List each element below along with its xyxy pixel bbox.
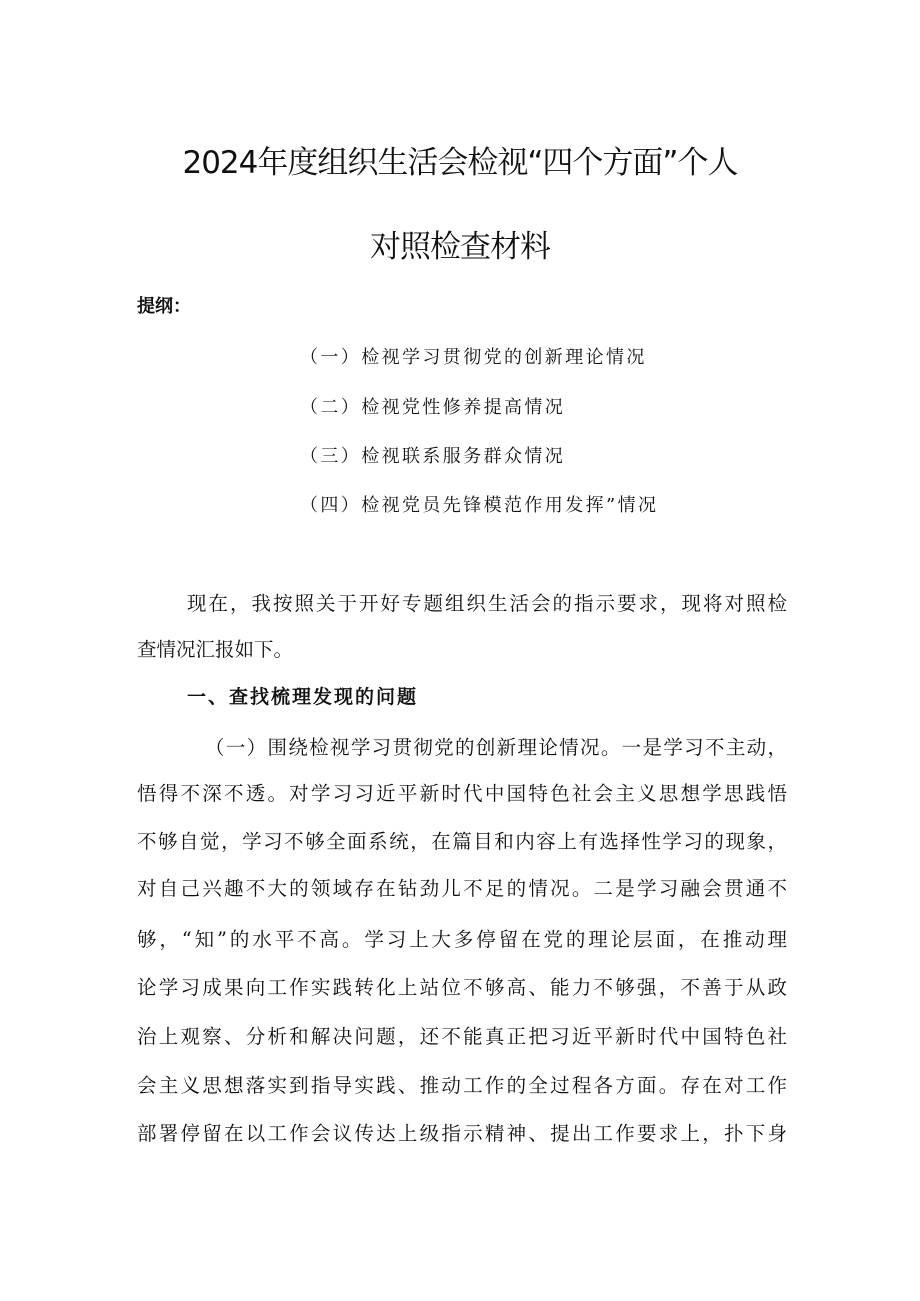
section-paragraph-line: （一）围绕检视学习贯彻党的创新理论情况。一是学习不主动， <box>205 736 787 759</box>
intro-paragraph-line: 现在，我按照关于开好专题组织生活会的指示要求，现将对照检 <box>187 592 787 615</box>
outline-item: （一）检视学习贯彻党的创新理论情况 <box>300 347 647 368</box>
section-paragraph-line: 够，“知”的水平不高。学习上大多停留在党的理论层面，在推动理 <box>137 928 787 951</box>
section-paragraph-line: 治上观察、分析和解决问题，还不能真正把习近平新时代中国特色社 <box>137 1025 787 1048</box>
section-paragraph-line: 悟得不深不透。对学习习近平新时代中国特色社会主义思想学思践悟 <box>137 782 787 805</box>
document-title-line-2: 对照检查材料 <box>370 229 550 265</box>
section-paragraph-line: 对自己兴趣不大的领域存在钻劲儿不足的情况。二是学习融会贯通不 <box>137 877 787 900</box>
intro-paragraph-line: 查情况汇报如下。 <box>137 638 294 661</box>
section-paragraph-line: 论学习成果向工作实践转化上站位不够高、能力不够强，不善于从政 <box>137 976 787 999</box>
section-heading: 一、查找梳理发现的问题 <box>187 686 419 708</box>
section-paragraph-line: 不够自觉，学习不够全面系统，在篇目和内容上有选择性学习的现象， <box>137 830 787 853</box>
section-paragraph-line: 部署停留在以工作会议传达上级指示精神、提出工作要求上，扑下身 <box>137 1122 787 1145</box>
outline-item: （四）检视党员先锋模范作用发挥”情况 <box>300 495 659 516</box>
outline-item: （二）检视党性修养提高情况 <box>300 397 566 418</box>
outline-label: 提纲： <box>137 296 191 317</box>
section-paragraph-line: 会主义思想落实到指导实践、推动工作的全过程各方面。存在对工作 <box>137 1074 787 1097</box>
document-title-line-1: 2024年度组织生活会检视“四个方面”个人 <box>182 145 738 181</box>
outline-item: （三）检视联系服务群众情况 <box>300 446 566 467</box>
